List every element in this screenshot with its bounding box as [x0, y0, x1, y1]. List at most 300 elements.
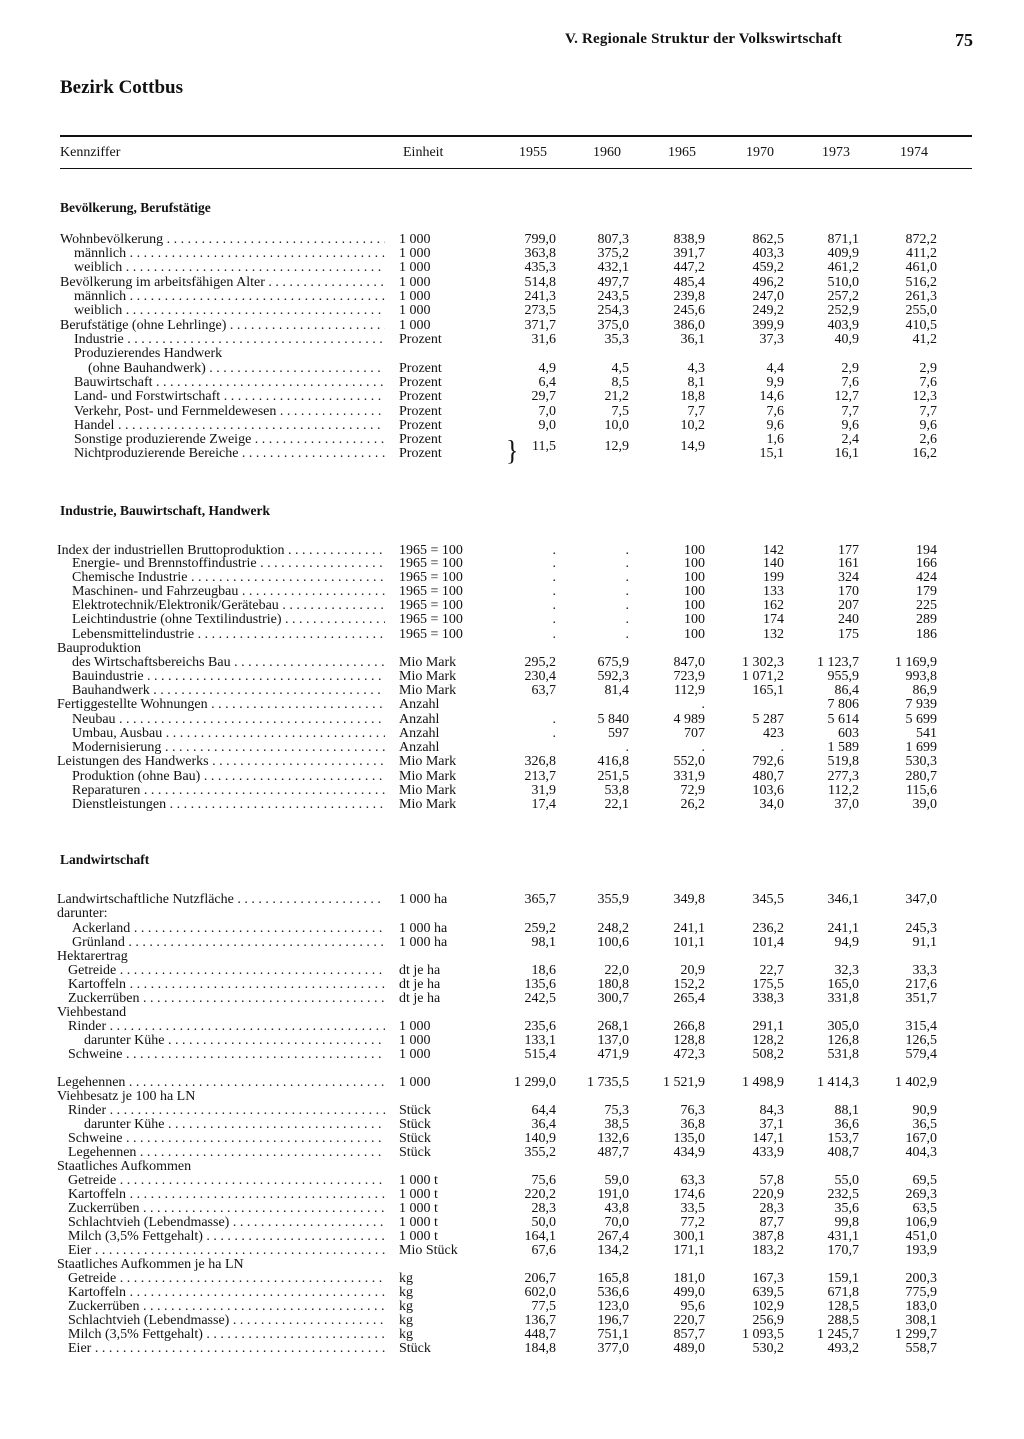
row-label: Viehbestand — [57, 1006, 127, 1020]
cell-value-1974: 1 402,9 — [895, 1075, 937, 1090]
cell-value-1960: 592,3 — [597, 669, 629, 684]
column-header-year-1965: 1965 — [668, 145, 696, 160]
section-heading-landwirtschaft: Landwirtschaft — [60, 852, 150, 867]
row-unit: Mio Mark — [399, 683, 457, 698]
cell-value-1973: 257,2 — [827, 289, 859, 304]
row-unit: Prozent — [399, 375, 442, 390]
cell-value-1970: 639,5 — [752, 1285, 784, 1300]
row-label: (ohne Bauhandwerk) . . . — [88, 362, 385, 377]
cell-value-1970: 34,0 — [759, 797, 784, 812]
table-row — [0, 319, 1024, 334]
cell-value-1974: 183,0 — [905, 1299, 937, 1314]
cell-value-1955: 135,6 — [524, 977, 556, 992]
cell-value-1955: 50,0 — [531, 1215, 556, 1230]
cell-value-1965: 100 — [684, 612, 705, 627]
cell-value-1973: 305,0 — [827, 1019, 859, 1034]
row-unit: Prozent — [399, 404, 442, 419]
cell-value-1973: 177 — [838, 543, 859, 558]
cell-value-1973: 35,6 — [834, 1201, 859, 1216]
cell-value-1965: 266,8 — [673, 1019, 705, 1034]
row-label: Landwirtschaftliche Nutzfläche . . . — [57, 893, 385, 908]
row-unit: dt je ha — [399, 991, 441, 1006]
cell-value-1965: 1 521,9 — [663, 1075, 705, 1090]
row-unit: Stück — [399, 1103, 431, 1118]
cell-value-1973: 207 — [838, 598, 859, 613]
table-row — [0, 405, 1024, 420]
cell-value-1960: 416,8 — [597, 754, 629, 769]
cell-value-1970: 530,2 — [752, 1341, 784, 1356]
table-row — [0, 770, 1024, 785]
row-unit: 1 000 t — [399, 1173, 438, 1188]
cell-value-1960: 300,7 — [597, 991, 629, 1006]
row-label: Kartoffeln . . . — [68, 978, 385, 993]
column-header-einheit: Einheit — [403, 145, 444, 160]
table-row — [0, 1272, 1024, 1287]
cell-value-1974: 7,7 — [919, 404, 937, 419]
cell-value-1960: 536,6 — [597, 1285, 629, 1300]
cell-value-1965: 391,7 — [673, 246, 705, 261]
column-header-year-1970: 1970 — [746, 145, 774, 160]
row-unit: 1 000 — [399, 246, 431, 261]
cell-value-1970: 28,3 — [759, 1201, 784, 1216]
row-label: Chemische Industrie . . . — [72, 571, 385, 586]
cell-value-1970: 249,2 — [752, 303, 784, 318]
cell-value-1970: 423 — [763, 726, 784, 741]
cell-value-1955: 164,1 — [524, 1229, 556, 1244]
cell-value-1974: 12,3 — [912, 389, 937, 404]
cell-value-1955: 365,7 — [524, 892, 556, 907]
cell-value-1955: . — [552, 726, 556, 741]
cell-value-1974: 115,6 — [906, 783, 937, 798]
cell-value-1955: 435,3 — [524, 260, 556, 275]
cell-value-1960: 432,1 — [597, 260, 629, 275]
row-unit: 1 000 t — [399, 1215, 438, 1230]
cell-value-1974: 7,6 — [919, 375, 937, 390]
row-unit: kg — [399, 1313, 413, 1328]
row-label: Leichtindustrie (ohne Textilindustrie) . . . — [72, 613, 385, 628]
cell-value-1973: 126,8 — [827, 1033, 859, 1048]
cell-value-1973: 9,6 — [841, 418, 859, 433]
cell-value-1960: 8,5 — [611, 375, 629, 390]
cell-value-1970: 57,8 — [759, 1173, 784, 1188]
cell-value-1970: 1 071,2 — [742, 669, 784, 684]
cell-value-1974: 308,1 — [905, 1313, 937, 1328]
table-row — [0, 713, 1024, 728]
cell-value-1965: 245,6 — [673, 303, 705, 318]
cell-value-1960: 196,7 — [597, 1313, 629, 1328]
cell-value-1974: 351,7 — [905, 991, 937, 1006]
cell-value-1974: 993,8 — [905, 669, 937, 684]
row-unit: Stück — [399, 1131, 431, 1146]
cell-value-1965: 857,7 — [673, 1327, 705, 1342]
row-label: Energie- und Brennstoffindustrie . . . — [72, 557, 385, 572]
cell-value-1955: . — [552, 712, 556, 727]
cell-value-1955: 18,6 — [531, 963, 556, 978]
cell-value-1955: 799,0 — [524, 232, 556, 247]
row-unit: 1 000 ha — [399, 935, 448, 950]
cell-value-1973: 1 589 — [827, 740, 859, 755]
row-unit: Anzahl — [399, 697, 440, 712]
row-unit: 1965 = 100 — [399, 543, 463, 558]
cell-value-1970: 142 — [763, 543, 784, 558]
row-unit: 1 000 ha — [399, 921, 448, 936]
cell-value-1970: 167,3 — [752, 1271, 784, 1286]
cell-value-1955: 514,8 — [524, 275, 556, 290]
cell-value-1974: 39,0 — [912, 797, 937, 812]
cell-value-1974: 451,0 — [905, 1229, 937, 1244]
cell-value-1955: 9,0 — [538, 418, 556, 433]
cell-value-1974: 16,2 — [912, 446, 937, 461]
table-row — [0, 1230, 1024, 1245]
table-row — [0, 362, 1024, 377]
cell-value-1973: 37,0 — [834, 797, 859, 812]
row-label: Getreide . . . — [68, 1174, 385, 1189]
cell-value-1955: 31,6 — [531, 332, 556, 347]
cell-value-1960: 43,8 — [604, 1201, 629, 1216]
cell-value-1973: 431,1 — [827, 1229, 859, 1244]
row-label: Wohnbevölkerung . . . — [60, 233, 385, 248]
cell-value-1965: 128,8 — [673, 1033, 705, 1048]
cell-value-1965: 300,1 — [673, 1229, 705, 1244]
cell-value-1965: 95,6 — [680, 1299, 705, 1314]
row-label: Kartoffeln . . . — [68, 1286, 385, 1301]
cell-value-1970: 1,6 — [766, 432, 784, 447]
cell-value-1955: 515,4 — [524, 1047, 556, 1062]
cell-value-1970: 399,9 — [752, 318, 784, 333]
cell-value-1970: 14,6 — [759, 389, 784, 404]
section-heading-bevoelkerung: Bevölkerung, Berufstätige — [60, 200, 211, 215]
cell-value-1955: 6,4 — [538, 375, 556, 390]
cell-value-1955: 235,6 — [524, 1019, 556, 1034]
table-row — [0, 571, 1024, 586]
cell-value-1960: . — [625, 612, 629, 627]
cell-value-1960: 375,0 — [597, 318, 629, 333]
cell-value-1960: . — [625, 570, 629, 585]
cell-value-1965: 386,0 — [673, 318, 705, 333]
row-unit: kg — [399, 1285, 413, 1300]
cell-value-1973: 288,5 — [827, 1313, 859, 1328]
cell-value-1970: 15,1 — [759, 446, 784, 461]
cell-value-1973: 175 — [838, 627, 859, 642]
row-unit: Mio Stück — [399, 1243, 458, 1258]
cell-value-1960: . — [625, 740, 629, 755]
table-row — [0, 347, 1024, 362]
cell-value-1955: 63,7 — [531, 683, 556, 698]
cell-value-1955: 11,5 — [532, 439, 556, 454]
cell-value-1974: 225 — [916, 598, 937, 613]
row-label: Ackerland . . . — [72, 922, 385, 937]
row-unit: kg — [399, 1327, 413, 1342]
cell-value-1965: 723,9 — [673, 669, 705, 684]
table-row — [0, 1174, 1024, 1189]
cell-value-1965: 14,9 — [680, 439, 705, 454]
row-label: Lebensmittelindustrie . . . — [72, 628, 385, 643]
cell-value-1974: 36,5 — [912, 1117, 937, 1132]
cell-value-1965: 4 989 — [673, 712, 705, 727]
cell-value-1970: 165,1 — [752, 683, 784, 698]
cell-value-1973: 55,0 — [834, 1173, 859, 1188]
row-unit: kg — [399, 1299, 413, 1314]
row-label: Bevölkerung im arbeitsfähigen Alter . . . — [60, 276, 385, 291]
row-label: Staatliches Aufkommen — [57, 1160, 192, 1174]
row-label: Schlachtvieh (Lebendmasse) . . . — [68, 1314, 385, 1329]
row-label: Viehbesatz je 100 ha LN — [57, 1090, 196, 1104]
row-unit: 1965 = 100 — [399, 612, 463, 627]
cell-value-1960: 675,9 — [597, 655, 629, 670]
cell-value-1974: 186 — [916, 627, 937, 642]
row-label: Kartoffeln . . . — [68, 1188, 385, 1203]
table-row — [0, 1314, 1024, 1329]
table-row — [0, 1202, 1024, 1217]
row-unit: 1 000 — [399, 1047, 431, 1062]
cell-value-1970: 338,3 — [752, 991, 784, 1006]
cell-value-1955: 64,4 — [531, 1103, 556, 1118]
cell-value-1970: 236,2 — [752, 921, 784, 936]
cell-value-1974: 9,6 — [919, 418, 937, 433]
cell-value-1970: 9,6 — [766, 418, 784, 433]
cell-value-1955: . — [552, 570, 556, 585]
cell-value-1973: 128,5 — [827, 1299, 859, 1314]
row-unit: 1 000 t — [399, 1201, 438, 1216]
row-label: Legehennen . . . — [57, 1076, 385, 1091]
cell-value-1973: 493,2 — [827, 1341, 859, 1356]
cell-value-1960: 123,0 — [597, 1299, 629, 1314]
cell-value-1965: 20,9 — [680, 963, 705, 978]
cell-value-1955: 273,5 — [524, 303, 556, 318]
cell-value-1965: 489,0 — [673, 1341, 705, 1356]
cell-value-1974: 245,3 — [905, 921, 937, 936]
cell-value-1965: 100 — [684, 570, 705, 585]
row-label: Eier . . . — [68, 1244, 385, 1259]
row-label: Nichtproduzierende Bereiche . . . — [74, 447, 385, 462]
table-row — [0, 1188, 1024, 1203]
row-label: Zuckerrüben . . . — [68, 992, 385, 1007]
row-unit: Prozent — [399, 361, 442, 376]
row-unit: 1965 = 100 — [399, 598, 463, 613]
row-unit: Mio Mark — [399, 669, 457, 684]
cell-value-1960: 12,9 — [604, 439, 629, 454]
row-label: Rinder . . . — [68, 1104, 385, 1119]
table-row — [0, 233, 1024, 248]
row-unit: 1 000 — [399, 275, 431, 290]
cell-value-1974: 126,5 — [905, 1033, 937, 1048]
cell-value-1960: . — [625, 556, 629, 571]
cell-value-1955: . — [552, 598, 556, 613]
row-label: Rinder . . . — [68, 1020, 385, 1035]
cell-value-1970: 174 — [763, 612, 784, 627]
cell-value-1973: 409,9 — [827, 246, 859, 261]
cell-value-1965: 8,1 — [687, 375, 705, 390]
table-row — [0, 390, 1024, 405]
table-row — [0, 656, 1024, 671]
cell-value-1970: 480,7 — [752, 769, 784, 784]
table-row — [0, 276, 1024, 291]
row-label: Produzierendes Handwerk — [74, 347, 223, 361]
row-label: Modernisierung . . . — [72, 741, 385, 756]
cell-value-1973: 16,1 — [834, 446, 859, 461]
row-unit: 1 000 t — [399, 1229, 438, 1244]
cell-value-1970: 496,2 — [752, 275, 784, 290]
cell-value-1973: 165,0 — [827, 977, 859, 992]
cell-value-1973: 99,8 — [834, 1215, 859, 1230]
cell-value-1965: 135,0 — [673, 1131, 705, 1146]
cell-value-1960: 137,0 — [597, 1033, 629, 1048]
cell-value-1970: 459,2 — [752, 260, 784, 275]
row-label: Index der industriellen Bruttoproduktion . . . — [57, 544, 385, 559]
cell-value-1955: 77,5 — [531, 1299, 556, 1314]
row-label: Getreide . . . — [68, 1272, 385, 1287]
cell-value-1960: . — [625, 584, 629, 599]
cell-value-1955: 242,5 — [524, 991, 556, 1006]
cell-value-1960: 487,7 — [597, 1145, 629, 1160]
header-rule — [60, 168, 972, 169]
cell-value-1955: 28,3 — [531, 1201, 556, 1216]
table-row — [0, 670, 1024, 685]
row-label: Schweine . . . — [68, 1132, 385, 1147]
cell-value-1965: 4,3 — [687, 361, 705, 376]
cell-value-1965: 72,9 — [680, 783, 705, 798]
table-row — [0, 1132, 1024, 1147]
cell-value-1970: 37,3 — [759, 332, 784, 347]
row-unit: 1 000 — [399, 1075, 431, 1090]
cell-value-1965: 100 — [684, 598, 705, 613]
cell-value-1970: 1 498,9 — [742, 1075, 784, 1090]
cell-value-1960: 191,0 — [597, 1187, 629, 1202]
row-unit: Stück — [399, 1117, 431, 1132]
table-row — [0, 741, 1024, 756]
cell-value-1973: 461,2 — [827, 260, 859, 275]
cell-value-1974: 179 — [916, 584, 937, 599]
cell-value-1973: 1 414,3 — [817, 1075, 859, 1090]
cell-value-1970: 102,9 — [752, 1299, 784, 1314]
cell-value-1960: 100,6 — [597, 935, 629, 950]
cell-value-1973: 240 — [838, 612, 859, 627]
table-row — [0, 907, 1024, 922]
table-row — [0, 1258, 1024, 1273]
row-unit: Anzahl — [399, 712, 440, 727]
row-unit: Mio Mark — [399, 797, 457, 812]
cell-value-1965: 77,2 — [680, 1215, 705, 1230]
cell-value-1970: 7,6 — [766, 404, 784, 419]
cell-value-1955: 98,1 — [531, 935, 556, 950]
cell-value-1955: 241,3 — [524, 289, 556, 304]
column-header-year-1974: 1974 — [900, 145, 928, 160]
row-label: weiblich . . . — [74, 304, 385, 319]
cell-value-1970: 101,4 — [752, 935, 784, 950]
table-row — [0, 1342, 1024, 1357]
cell-value-1974: 255,0 — [905, 303, 937, 318]
cell-value-1970: 128,2 — [752, 1033, 784, 1048]
cell-value-1974: 2,9 — [919, 361, 937, 376]
cell-value-1973: 671,8 — [827, 1285, 859, 1300]
cell-value-1974: 516,2 — [905, 275, 937, 290]
cell-value-1965: 100 — [684, 556, 705, 571]
grouping-brace: } — [506, 434, 519, 467]
table-row — [0, 1328, 1024, 1343]
table-row — [0, 304, 1024, 319]
cell-value-1955: 1 299,0 — [514, 1075, 556, 1090]
row-label: männlich . . . — [74, 290, 385, 305]
table-row — [0, 628, 1024, 643]
cell-value-1974: 530,3 — [905, 754, 937, 769]
row-unit: Prozent — [399, 446, 442, 461]
cell-value-1960: 251,5 — [597, 769, 629, 784]
region-title: Bezirk Cottbus — [60, 77, 183, 98]
table-row — [0, 1104, 1024, 1119]
cell-value-1970: 84,3 — [759, 1103, 784, 1118]
row-label: darunter: — [57, 907, 108, 921]
cell-value-1974: 289 — [916, 612, 937, 627]
row-label: Bauhandwerk . . . — [72, 684, 385, 699]
row-label: Eier . . . — [68, 1342, 385, 1357]
cell-value-1974: 280,7 — [905, 769, 937, 784]
cell-value-1970: 1 093,5 — [742, 1327, 784, 1342]
table-row — [0, 992, 1024, 1007]
cell-value-1960: 248,2 — [597, 921, 629, 936]
table-row — [0, 964, 1024, 979]
cell-value-1974: 541 — [916, 726, 937, 741]
cell-value-1955: 31,9 — [531, 783, 556, 798]
row-unit: 1965 = 100 — [399, 570, 463, 585]
cell-value-1974: 461,0 — [905, 260, 937, 275]
row-unit: 1 000 — [399, 303, 431, 318]
row-unit: Prozent — [399, 432, 442, 447]
table-row — [0, 1020, 1024, 1035]
cell-value-1973: 5 614 — [827, 712, 859, 727]
cell-value-1960: 254,3 — [597, 303, 629, 318]
cell-value-1970: . — [780, 740, 784, 755]
row-unit: 1 000 — [399, 1019, 431, 1034]
table-row — [0, 557, 1024, 572]
cell-value-1960: 4,5 — [611, 361, 629, 376]
cell-value-1965: 349,8 — [673, 892, 705, 907]
row-label: Schlachtvieh (Lebendmasse) . . . — [68, 1216, 385, 1231]
cell-value-1970: 792,6 — [752, 754, 784, 769]
table-row — [0, 798, 1024, 813]
row-unit: Anzahl — [399, 740, 440, 755]
cell-value-1974: 41,2 — [912, 332, 937, 347]
cell-value-1955: 326,8 — [524, 754, 556, 769]
cell-value-1974: 579,4 — [905, 1047, 937, 1062]
cell-value-1973: 403,9 — [827, 318, 859, 333]
cell-value-1973: 86,4 — [834, 683, 859, 698]
cell-value-1970: 199 — [763, 570, 784, 585]
table-row — [0, 727, 1024, 742]
cell-value-1965: 18,8 — [680, 389, 705, 404]
cell-value-1965: 152,2 — [673, 977, 705, 992]
table-row — [0, 784, 1024, 799]
cell-value-1955: 17,4 — [531, 797, 556, 812]
cell-value-1965: 447,2 — [673, 260, 705, 275]
cell-value-1974: 410,5 — [905, 318, 937, 333]
row-unit: Stück — [399, 1145, 431, 1160]
table-row — [0, 261, 1024, 276]
cell-value-1955: 363,8 — [524, 246, 556, 261]
cell-value-1955: 136,7 — [524, 1313, 556, 1328]
cell-value-1960: 35,3 — [604, 332, 629, 347]
row-label: Sonstige produzierende Zweige . . . — [74, 433, 385, 448]
row-unit: Anzahl — [399, 726, 440, 741]
cell-value-1970: 22,7 — [759, 963, 784, 978]
cell-value-1955: . — [552, 612, 556, 627]
cell-value-1970: 140 — [763, 556, 784, 571]
column-header-year-1960: 1960 — [593, 145, 621, 160]
cell-value-1974: 106,9 — [905, 1215, 937, 1230]
table-row — [0, 1160, 1024, 1175]
cell-value-1960: 375,2 — [597, 246, 629, 261]
row-label: Legehennen . . . — [68, 1146, 385, 1161]
cell-value-1960: . — [625, 627, 629, 642]
